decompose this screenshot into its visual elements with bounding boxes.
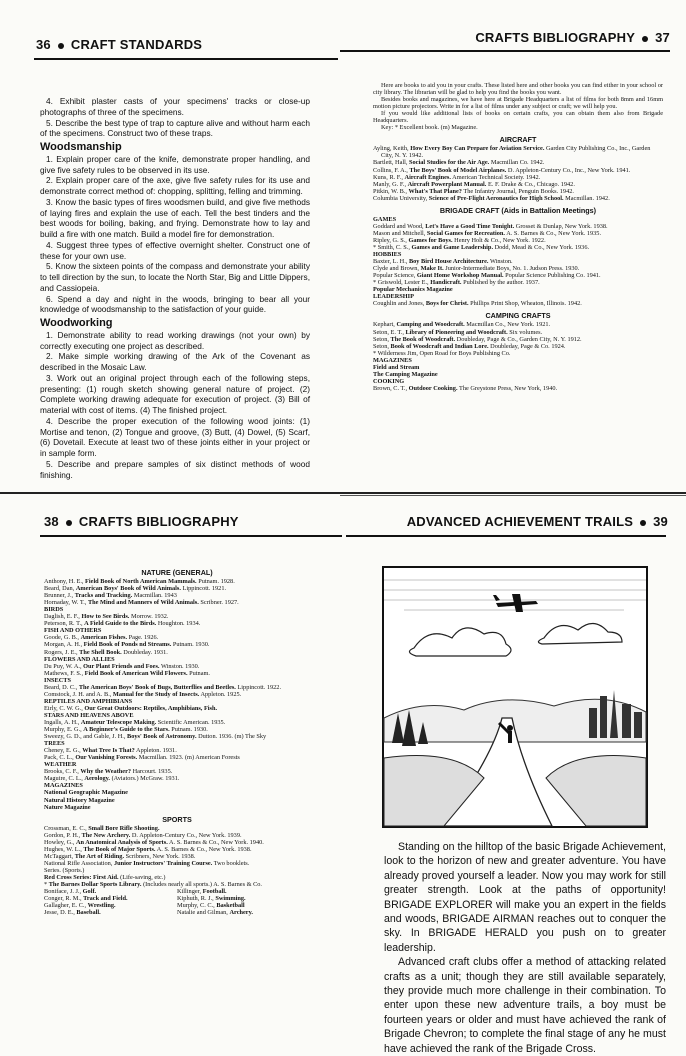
bib-entry: Ingalls, A. H., Amateur Telescope Making. Scientific American. 1935. bbox=[44, 718, 226, 726]
page-36-header bbox=[36, 37, 202, 52]
book-title: Tracks and Tracking. bbox=[74, 592, 133, 600]
bib-entry: Gallagher, E. C., Wrestling. bbox=[44, 902, 116, 910]
item-text: 4. Suggest three types of effective overnight shelter. Construct one of these for your own use. bbox=[40, 239, 310, 261]
page-37-header bbox=[475, 30, 670, 45]
bib-entry: Eirly, C. W. G., Our Great Outdoors: Reptiles, Amphibians, Fish. bbox=[44, 704, 218, 712]
fold-line bbox=[0, 492, 686, 494]
book-title: Boys' Book of Astronomy. bbox=[127, 733, 197, 741]
bib-category: REPTILES AND AMPHIBIANS bbox=[44, 697, 133, 705]
item-text: 2. Make simple working drawing of the Ark of the Covenant as described in the Mosaic Law. bbox=[40, 351, 310, 372]
book-title: Field Book of Ponds nd Streams. bbox=[83, 641, 172, 649]
book-title: The Barnes Dollar Sports Library. bbox=[48, 881, 142, 889]
bib-entry: Boniface, J. J., Golf. bbox=[44, 888, 97, 896]
bib-entry: * Griswold, Lester E., Handicraft. Published by the author. 1937. bbox=[373, 279, 540, 287]
book-title: Let's Have a Good Time Tonight. bbox=[425, 222, 515, 230]
bib-entry: Goddard and Wood, Let's Have a Good Time Tonight. Grosset & Dunlap, New York. 1938. bbox=[373, 222, 608, 230]
bib-category: Popular Mechanics Magazine bbox=[373, 286, 453, 294]
book-title: Outdoor Cooking. bbox=[408, 384, 458, 392]
header-rule bbox=[340, 50, 670, 52]
bib-entry: * Wilderness Jim, Open Road for Boys Publishing Co. bbox=[373, 349, 511, 357]
advanced-trails-text bbox=[384, 840, 666, 1055]
bullet-icon bbox=[642, 36, 648, 42]
bib-entry: Cheney, E. G., What Tree Is That? Appleton. 1931. bbox=[44, 747, 177, 755]
book-title: Manual for the Study of Insects. bbox=[112, 690, 200, 698]
bib-entry: Beard, D. C., The American Boys' Book of Bugs, Butterflies and Beetles. Lippincott. 1922. bbox=[44, 683, 282, 691]
bib-entry: Ayling, Keith, How Every Boy Can Prepare for Aviation Service. Garden City Publishing Co., Inc., Garden City, N. Y. 1942. bbox=[373, 145, 651, 160]
bib-category: HOBBIES bbox=[373, 251, 402, 259]
sports-two-column-list bbox=[44, 888, 310, 916]
book-title: Our Great Outdoors: Reptiles, Amphibians, Fish. bbox=[84, 704, 218, 712]
book-title: The New Archery. bbox=[81, 831, 131, 839]
bib-entry: Mason and Mitchell, Social Games for Recreation. A. S. Barnes & Co., New York. 1935. bbox=[373, 229, 602, 237]
bib-entry: Baxter, L. H., Boy Bird House Architecture. Winston. bbox=[373, 258, 513, 266]
book-title: The Shell Book. bbox=[79, 648, 122, 656]
page-37 bbox=[340, 0, 686, 490]
book-title: Amateur Telescope Making. bbox=[80, 718, 157, 726]
bib-category: FLOWERS AND ALLIES bbox=[44, 655, 115, 663]
bib-entry: Manly, G. F., Aircraft Powerplant Manual. E. F. Drake & Co., Chicago. 1942. bbox=[373, 180, 575, 188]
book-title: The American Boys' Book of Bugs, Butterflies and Beetles. bbox=[78, 683, 236, 691]
book-title: The Book of Woodcraft. bbox=[390, 335, 456, 343]
bib-entry: Du Puy, W. A., Our Plant Friends and Foes. Winston. 1930. bbox=[44, 662, 200, 670]
bib-entry: Kuns, R. F., Aircraft Engines. American Technical Society. 1942. bbox=[373, 173, 541, 181]
sports-list-left bbox=[44, 888, 177, 916]
bullet-icon bbox=[66, 520, 72, 526]
item-text: 4. Describe the proper execution of the following wood joints: (1) Mortise and tenon, (2) Tongue and groove, (3) Butt, (4) Dowel, (5) Scarf, (6) Dovetail. Execute at least two of these joints either in your project or in sample form. bbox=[40, 415, 310, 458]
bib-entry: Anthony, H. E., Field Book of North American Mammals. Putnam. 1928. bbox=[44, 578, 235, 586]
craft-standards-text bbox=[40, 96, 310, 480]
bibliography-aircraft-brigade-camping bbox=[373, 82, 663, 482]
book-title: What Tree Is That? bbox=[82, 747, 135, 755]
book-title: Games for Boys. bbox=[408, 236, 453, 244]
book-title: The Book of Major Sports. bbox=[83, 845, 156, 853]
bib-entry: Seton, Book of Woodcraft and Indian Lore. Doubleday, Page & Co. 1924. bbox=[373, 342, 566, 350]
bullet-icon bbox=[640, 520, 646, 526]
bib-category: Field and Stream bbox=[373, 363, 420, 371]
header-rule bbox=[34, 58, 338, 60]
bib-category: TREES bbox=[44, 740, 65, 748]
bib-entry: Rogers, J. E., The Shell Book. Doubleday. 1931. bbox=[44, 648, 168, 656]
bib-category: INSECTS bbox=[44, 676, 71, 684]
item-text: 6. Spend a day and night in the woods, bringing to bear all your knowledge of woodsmanship to the satisfaction of your guide. bbox=[40, 293, 310, 315]
page-title: CRAFT STANDARDS bbox=[70, 37, 203, 52]
bib-entry: Columbia University, Science of Pre-Flight Aeronautics for High School. Macmillan. 1942. bbox=[373, 194, 610, 202]
page-number: 36 bbox=[36, 37, 51, 52]
book-title: Handicraft. bbox=[430, 279, 462, 287]
item-text: 4. Exhibit plaster casts of your specimens' tracks or close-up photographs of three of the specimens. bbox=[40, 96, 310, 117]
bib-intro: Key: * Excellent book. (m) Magazine. bbox=[381, 124, 478, 132]
bib-entry: Sweezy, G. D., and Gable, J. H., Boys' Book of Astronomy. Dutton. 1936. (m) The Sky bbox=[44, 733, 267, 741]
bib-entry: Jesse, D. E., Baseball. bbox=[44, 909, 101, 917]
bib-category: Natural History Magazine bbox=[44, 796, 115, 804]
bib-category: FISH AND OTHERS bbox=[44, 627, 102, 635]
bib-intro: Besides books and magazines, we have here at Brigade Headquarters a list of films for both 8mm and 16mm motion picture projectors. Write in for a list of films under any subject or craft; we will help you. bbox=[373, 96, 663, 111]
bib-entry: Gordon, P. H., The New Archery. D. Appleton-Century Co., New York. 1939. bbox=[44, 831, 242, 839]
page-number: 39 bbox=[653, 514, 668, 529]
book-title: Basketball bbox=[216, 902, 245, 910]
item-text: 5. Describe the best type of trap to capture alive and without harm each of the specimens. Construct two of these traps. bbox=[40, 117, 310, 139]
bib-section-heading: AIRCRAFT bbox=[499, 135, 537, 145]
book-title: Wrestling. bbox=[87, 902, 116, 910]
book-title: A Field Guide to the Birds. bbox=[84, 620, 157, 628]
item-text: 1. Explain proper care of the knife, demonstrate proper handling, and give five safety rules to be observed in its use. bbox=[40, 153, 310, 175]
bibliography-nature-sports bbox=[44, 564, 310, 996]
bib-entry: Seton, E. T., Library of Pioneering and Woodcraft. Six volumes. bbox=[373, 328, 543, 336]
book-title: Why the Weather? bbox=[80, 768, 132, 776]
bib-entry: National Rifle Association, Junior Instructors' Training Course. Two booklets. bbox=[44, 859, 250, 867]
bib-entry: Brooks, C. F., Why the Weather? Harcourt. 1935. bbox=[44, 768, 173, 776]
book-title: Junior Instructors' Training Course. bbox=[113, 859, 213, 867]
book-title: Book of Woodcraft and Indian Lore. bbox=[390, 342, 489, 350]
book-title: Games and Game Leadership. bbox=[411, 243, 494, 251]
page-number: 37 bbox=[655, 30, 670, 45]
bib-category: STARS AND HEAVENS ABOVE bbox=[44, 711, 134, 719]
bib-entry: Pitkin, W. B., What's That Plane? The Infantry Journal, Penguin Books. 1942. bbox=[373, 187, 574, 195]
bib-section-heading: CAMPING CRAFTS bbox=[485, 311, 551, 321]
book-title: Boy Bird House Architecture. bbox=[408, 258, 489, 266]
book-title: The Art of Riding. bbox=[74, 852, 125, 860]
section-heading-woodworking: Woodworking bbox=[40, 317, 113, 329]
bib-entry: Brown, C. T., Outdoor Cooking. The Greystone Press, New York, 1940. bbox=[373, 384, 558, 392]
bib-entry: Natalie and Gilman, Archery. bbox=[177, 909, 253, 917]
bib-entry: Crossman, E. C., Small Bore Rifle Shooting. bbox=[44, 824, 160, 832]
header-rule bbox=[40, 535, 342, 537]
bib-category: MAGAZINES bbox=[44, 782, 83, 790]
bib-category: COOKING bbox=[373, 377, 405, 385]
bib-category: LEADERSHIP bbox=[373, 293, 414, 301]
book-title: How to See Birds. bbox=[81, 613, 130, 621]
bib-entry: Hughes, W. L., The Book of Major Sports. A. S. Barnes & Co., New York. 1938. bbox=[44, 845, 252, 853]
bib-entry: Conger, R. M., Track and Field. bbox=[44, 895, 128, 903]
book-title: Our Vanishing Forests. bbox=[75, 754, 138, 762]
bib-category: Nature Magazine bbox=[44, 803, 91, 811]
book-title: A Beginner's Guide to the Stars. bbox=[83, 726, 170, 734]
bib-entry: Pack, C. L., Our Vanishing Forests. Macmillan. 1923. (m) American Forests bbox=[44, 754, 240, 762]
bib-entry: Bartlett, Hall, Social Studies for the Air Age. Macmillan Co. 1942. bbox=[373, 159, 545, 167]
bib-entry: Daglish, E. F., How to See Birds. Morrow. 1932. bbox=[44, 613, 169, 621]
bib-entry: Howley, G., An Anatomical Analysis of Sports. A. S. Barnes & Co., New York. 1940. bbox=[44, 838, 264, 846]
bib-category: GAMES bbox=[373, 215, 397, 223]
header-rule bbox=[346, 535, 666, 537]
bib-entry: Coughlin and Jones, Boys for Christ. Phillips Print Shop, Wheaton, Illinois. 1942. bbox=[373, 300, 582, 308]
book-title: The Boys' Book of Model Airplanes. bbox=[409, 166, 507, 174]
bib-entry: Maguire, C. L., Aerology. (Aviators.) McGraw. 1931. bbox=[44, 775, 180, 783]
bib-entry: Comstock, J. H. and A. B., Manual for the Study of Insects. Appleton. 1925. bbox=[44, 690, 242, 698]
book-title: Boys for Christ. bbox=[425, 300, 469, 308]
book-title: Small Bore Rifle Shooting. bbox=[88, 824, 160, 832]
book-title: An Anatomical Analysis of Sports. bbox=[75, 838, 168, 846]
bib-entry: Murphy, E. G., A Beginner's Guide to the Stars. Putnam. 1930. bbox=[44, 726, 208, 734]
bib-entry: Clyde and Brown, Make It. Junior-Intermediate Boys, No. 1. Judson Press. 1930. bbox=[373, 265, 580, 273]
page-38 bbox=[0, 496, 344, 1000]
book-title: Field Book of American Wild Flowers. bbox=[84, 669, 188, 677]
book-title: Football. bbox=[202, 888, 227, 896]
bib-entry: Ripley, G. S., Games for Boys. Henry Holt & Co., New York. 1922. bbox=[373, 236, 546, 244]
bib-category: MAGAZINES bbox=[373, 356, 412, 364]
landscape-drawing bbox=[384, 568, 646, 826]
book-title: Track and Field. bbox=[83, 895, 128, 903]
item-text: 5. Know the sixteen points of the compass and demonstrate your ability to tell direction by the sun, to locate the North Star, Big and Little Dippers, and Cassiopeia. bbox=[40, 261, 310, 293]
book-title: The Mind and Manners of Wild Animals. bbox=[87, 599, 199, 607]
bib-entry: Goode, G. B., American Fishes. Page. 1926. bbox=[44, 634, 159, 642]
page-38-header bbox=[44, 514, 239, 529]
bib-intro: If you would like additional lists of books on certain crafts, you can obtain them also from Brigade Headquarters. bbox=[373, 110, 663, 125]
bib-entry: Murphy, C. C., Basketball bbox=[177, 902, 245, 910]
bib-entry: Mathews, F. S., Field Book of American Wild Flowers. Putnam. bbox=[44, 669, 210, 677]
book-title: Giant Home Workshop Manual. bbox=[416, 272, 504, 280]
bib-entry: * The Barnes Dollar Sports Library. (Includes nearly all sports.) A. S. Barnes & Co. bbox=[44, 881, 263, 889]
book-title: Baseball. bbox=[76, 909, 101, 917]
bib-category: National Geographic Magazine bbox=[44, 789, 128, 797]
bib-intro: Here are books to aid you in your crafts. These listed here and other books you can find either in your school or city library. The librarian will be glad to help you find the books you want. bbox=[373, 82, 663, 97]
bib-category: The Camping Magazine bbox=[373, 370, 438, 378]
section-heading-woodsmanship: Woodsmanship bbox=[40, 141, 122, 153]
book-title: Field Book of North American Mammals. bbox=[85, 578, 197, 586]
bib-entry: Kiphuth, R. J., Swimming. bbox=[177, 895, 246, 903]
bib-entry: Popular Science, Giant Home Workshop Manual. Popular Science Publishing Co. 1941. bbox=[373, 272, 601, 280]
bib-section-heading: SPORTS bbox=[162, 814, 192, 824]
book-title: Make It. bbox=[420, 265, 444, 273]
page-title: ADVANCED ACHIEVEMENT TRAILS bbox=[406, 514, 634, 529]
page-title: CRAFTS BIBLIOGRAPHY bbox=[475, 30, 636, 45]
page-number: 38 bbox=[44, 514, 59, 529]
book-title: American Boys' Book of Wild Animals. bbox=[75, 585, 181, 593]
bib-entry: Seton, The Book of Woodcraft. Doubleday, Page & Co., Garden City, N. Y. 1912. bbox=[373, 335, 582, 343]
page-36 bbox=[0, 0, 340, 490]
book-title: Aircraft Engines. bbox=[404, 173, 451, 181]
book-title: Aircraft Powerplant Manual. bbox=[407, 180, 487, 188]
book-title: American Fishes. bbox=[80, 634, 128, 642]
item-text: 1. Demonstrate ability to read working drawings (not your own) by correctly executing one project as described. bbox=[40, 329, 310, 351]
book-title: Library of Pioneering and Woodcraft. bbox=[405, 328, 508, 336]
paragraph: Advanced craft clubs offer a method of attacking related crafts as a unit; though they are still available separately, they provide much more challenge in their combination. To enter upon these new adventure trails, a boy must be fourteen years or older and must have achieved the rank of Brigade Chevron; to complete the final stage of any he must have achieved the rank of the Brigade Cross. bbox=[384, 956, 666, 1055]
sports-list-right bbox=[177, 888, 310, 916]
paragraph: Standing on the hilltop of the basic Brigade Achievement, look to the horizon of new and greater adventure. You have already proved yourself a leader. Now you may work for still greater strength. Look at the paths of opportunity! BRIGADE EXPLORER will make you an expert in the fields and woods, BRIGADE AIRMAN reaches out to conquer the sky. In BRIGADE HERALD you push on to greater leadership. bbox=[384, 841, 666, 954]
bib-section-heading: BRIGADE CRAFT (Aids in Battalion Meetings) bbox=[439, 205, 597, 215]
book-title: Aerology. bbox=[84, 775, 110, 783]
bib-category: WEATHER bbox=[44, 761, 77, 769]
page-title: CRAFTS BIBLIOGRAPHY bbox=[78, 514, 239, 529]
bib-entry: * Smith, C. S., Games and Game Leadership. Dodd, Mead & Co., New York. 1936. bbox=[373, 243, 590, 251]
page-39-header bbox=[407, 514, 668, 529]
bib-entry: Kephart, Camping and Woodcraft. Macmillan Co., New York. 1921. bbox=[373, 321, 551, 329]
book-title: Camping and Woodcraft. bbox=[396, 321, 465, 329]
bib-category: BIRDS bbox=[44, 606, 64, 614]
book-title: Social Studies for the Air Age. bbox=[409, 159, 490, 167]
bib-entry: McTaggart, The Art of Riding. Scribners, New York. 1938. bbox=[44, 852, 196, 860]
book-title: Red Cross Series: First Aid. bbox=[44, 873, 119, 881]
bib-entry: Killinger, Football. bbox=[177, 888, 227, 896]
book-title: What's That Plane? bbox=[408, 187, 462, 195]
book-title: Our Plant Friends and Foes. bbox=[83, 662, 160, 670]
bib-entry: Beard, Dan, American Boys' Book of Wild Animals. Lippincott. 1921. bbox=[44, 585, 227, 593]
book-title: Archery. bbox=[229, 909, 253, 917]
item-text: 3. Know the basic types of fires woodsmen build, and give five methods of laying fires and explain the use of each. Tell the best tinders and the best woods for boiling, baking, and frying. Demonstrate how to lay and build a fire with one match. Build a model fire for demonstration. bbox=[40, 196, 310, 239]
item-text: 2. Explain proper care of the axe, give five safety rules for its use and demonstrate correct method of: chopping, splitting, felling and trimming. bbox=[40, 175, 310, 196]
bib-entry: Hornaday, W. T., The Mind and Manners of Wild Animals. Scribner. 1927. bbox=[44, 599, 239, 607]
bib-section-heading: NATURE (GENERAL) bbox=[141, 568, 213, 577]
bib-entry: Red Cross Series: First Aid. (Life-saving, etc.) bbox=[44, 873, 166, 881]
book-title: Science of Pre-Flight Aeronautics for High School. bbox=[428, 194, 564, 202]
book-title: Social Games for Recreation. bbox=[426, 229, 505, 237]
bib-entry: Peterson, R. T., A Field Guide to the Birds. Houghton. 1934. bbox=[44, 620, 201, 628]
book-title: Swimming. bbox=[215, 895, 246, 903]
book-title: Golf. bbox=[82, 888, 97, 896]
bib-entry: Morgan, A. H., Field Book of Ponds nd Streams. Putnam. 1930. bbox=[44, 641, 210, 649]
page-39 bbox=[344, 496, 686, 1055]
hilltop-illustration bbox=[382, 566, 648, 828]
book-title: How Every Boy Can Prepare for Aviation Service. bbox=[410, 145, 545, 153]
bib-entry: Collins, F. A., The Boys' Book of Model Airplanes. D. Appleton-Century Co., Inc., New York. 1941. bbox=[373, 166, 631, 174]
bib-entry: Series. (Sports.) bbox=[44, 866, 85, 874]
item-text: 5. Describe and prepare samples of six distinct methods of wood finishing. bbox=[40, 458, 310, 480]
bib-entry: Brunner, J., Tracks and Tracking. Macmillan. 1943 bbox=[44, 592, 177, 600]
bullet-icon bbox=[58, 43, 64, 49]
item-text: 3. Work out an original project through each of the following steps, presenting: (1) rough sketch showing general nature of project. (2) Complete working drawing adequate for execution of project. (3) Bill of material with cost of items. (4) The finished project. bbox=[40, 372, 310, 415]
